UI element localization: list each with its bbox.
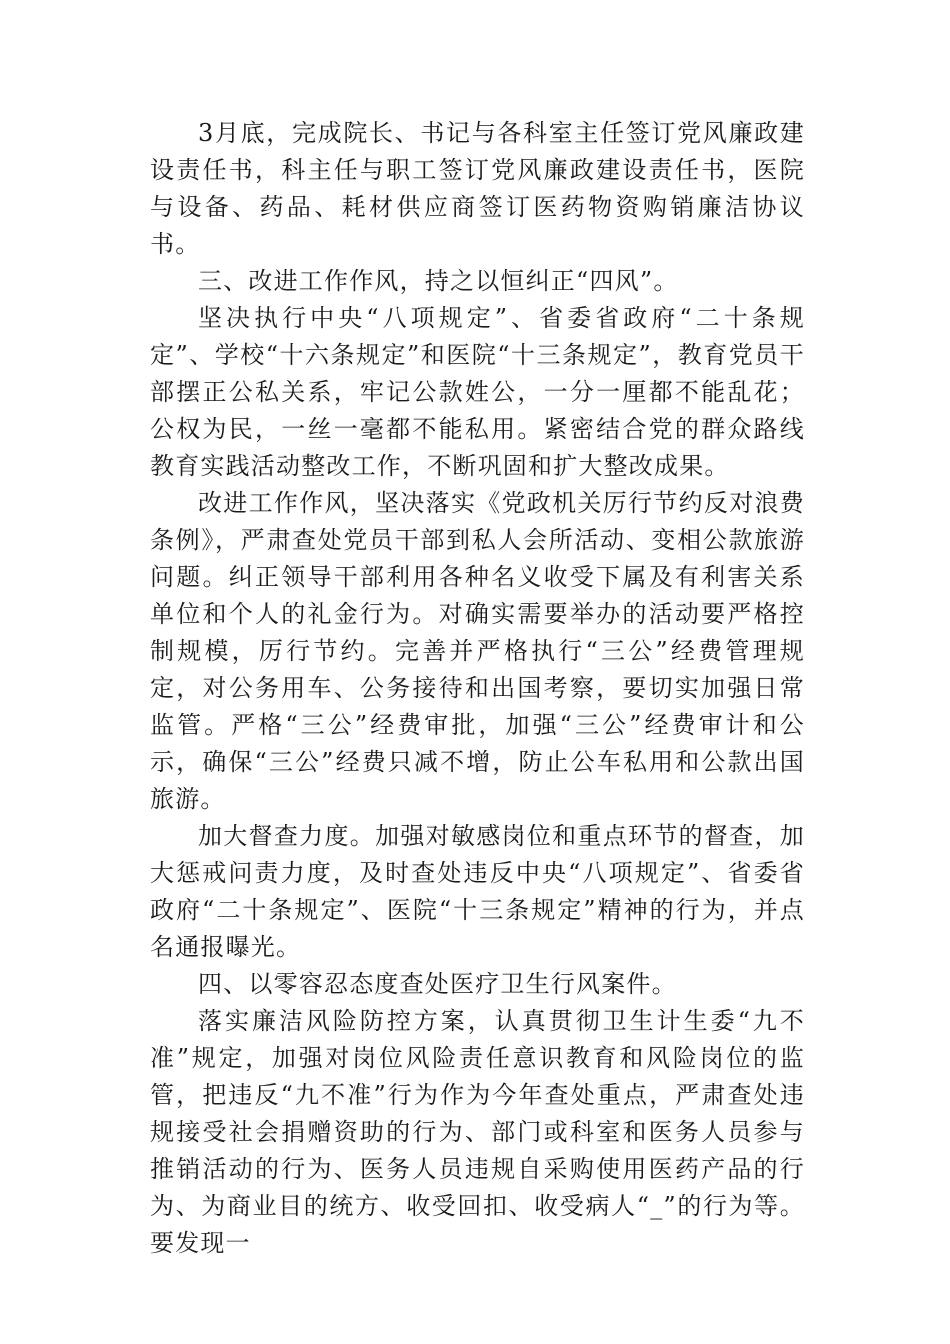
paragraph-5: 落实廉洁风险防控方案，认真贯彻卫生计生委“九不准”规定，加强对岗位风险责任意识教育和风险岗位的监管，把违反“九不准”行为作为今年查处重点，严肃查处违规接受社会捐赠资助的行为、部门或科室和医务人员参与推销活动的行为、医务人员违规自采购使用医药产品的行为、为商业目的统方、收受回扣、收受病人“_”的行为等。要发现一	[150, 1007, 805, 1257]
paragraph-2: 坚决执行中央“八项规定”、省委省政府“二十条规定”、学校“十六条规定”和医院“十三条规定”，教育党员干部摆正公私关系，牢记公款姓公，一分一厘都不能乱花；公权为民，一丝一毫都不能私用。紧密结合党的群众路线教育实践活动整改工作，不断巩固和扩大整改成果。	[150, 304, 805, 480]
paragraph-4: 加大督查力度。加强对敏感岗位和重点环节的督查，加大惩戒问责力度，及时查处违反中央“八项规定”、省委省政府“二十条规定”、医院“十三条规定”精神的行为，并点名通报曝光。	[150, 822, 805, 961]
paragraph-3: 改进工作作风，坚决落实《党政机关厉行节约反对浪费条例》，严肃查处党员干部到私人会所活动、变相公款旅游问题。纠正领导干部利用各种名义收受下属及有利害关系单位和个人的礼金行为。对确实需要举办的活动要严格控制规模，厉行节约。完善并严格执行“三公”经费管理规定，对公务用车、公务接待和出国考察，要切实加强日常监管。严格“三公”经费审批，加强“三公”经费审计和公示，确保“三公”经费只减不增，防止公车私用和公款出国旅游。	[150, 489, 805, 813]
paragraph-1: 3月底，完成院长、书记与各科室主任签订党风廉政建设责任书，科主任与职工签订党风廉政建设责任书，医院与设备、药品、耗材供应商签订医药物资购销廉洁协议书。	[150, 119, 805, 258]
document-body	[150, 115, 805, 1262]
section-heading-4: 四、以零容忍态度查处医疗卫生行风案件。	[198, 970, 677, 998]
section-heading-3: 三、改进工作作风，持之以恒纠正“四风”。	[198, 267, 679, 295]
